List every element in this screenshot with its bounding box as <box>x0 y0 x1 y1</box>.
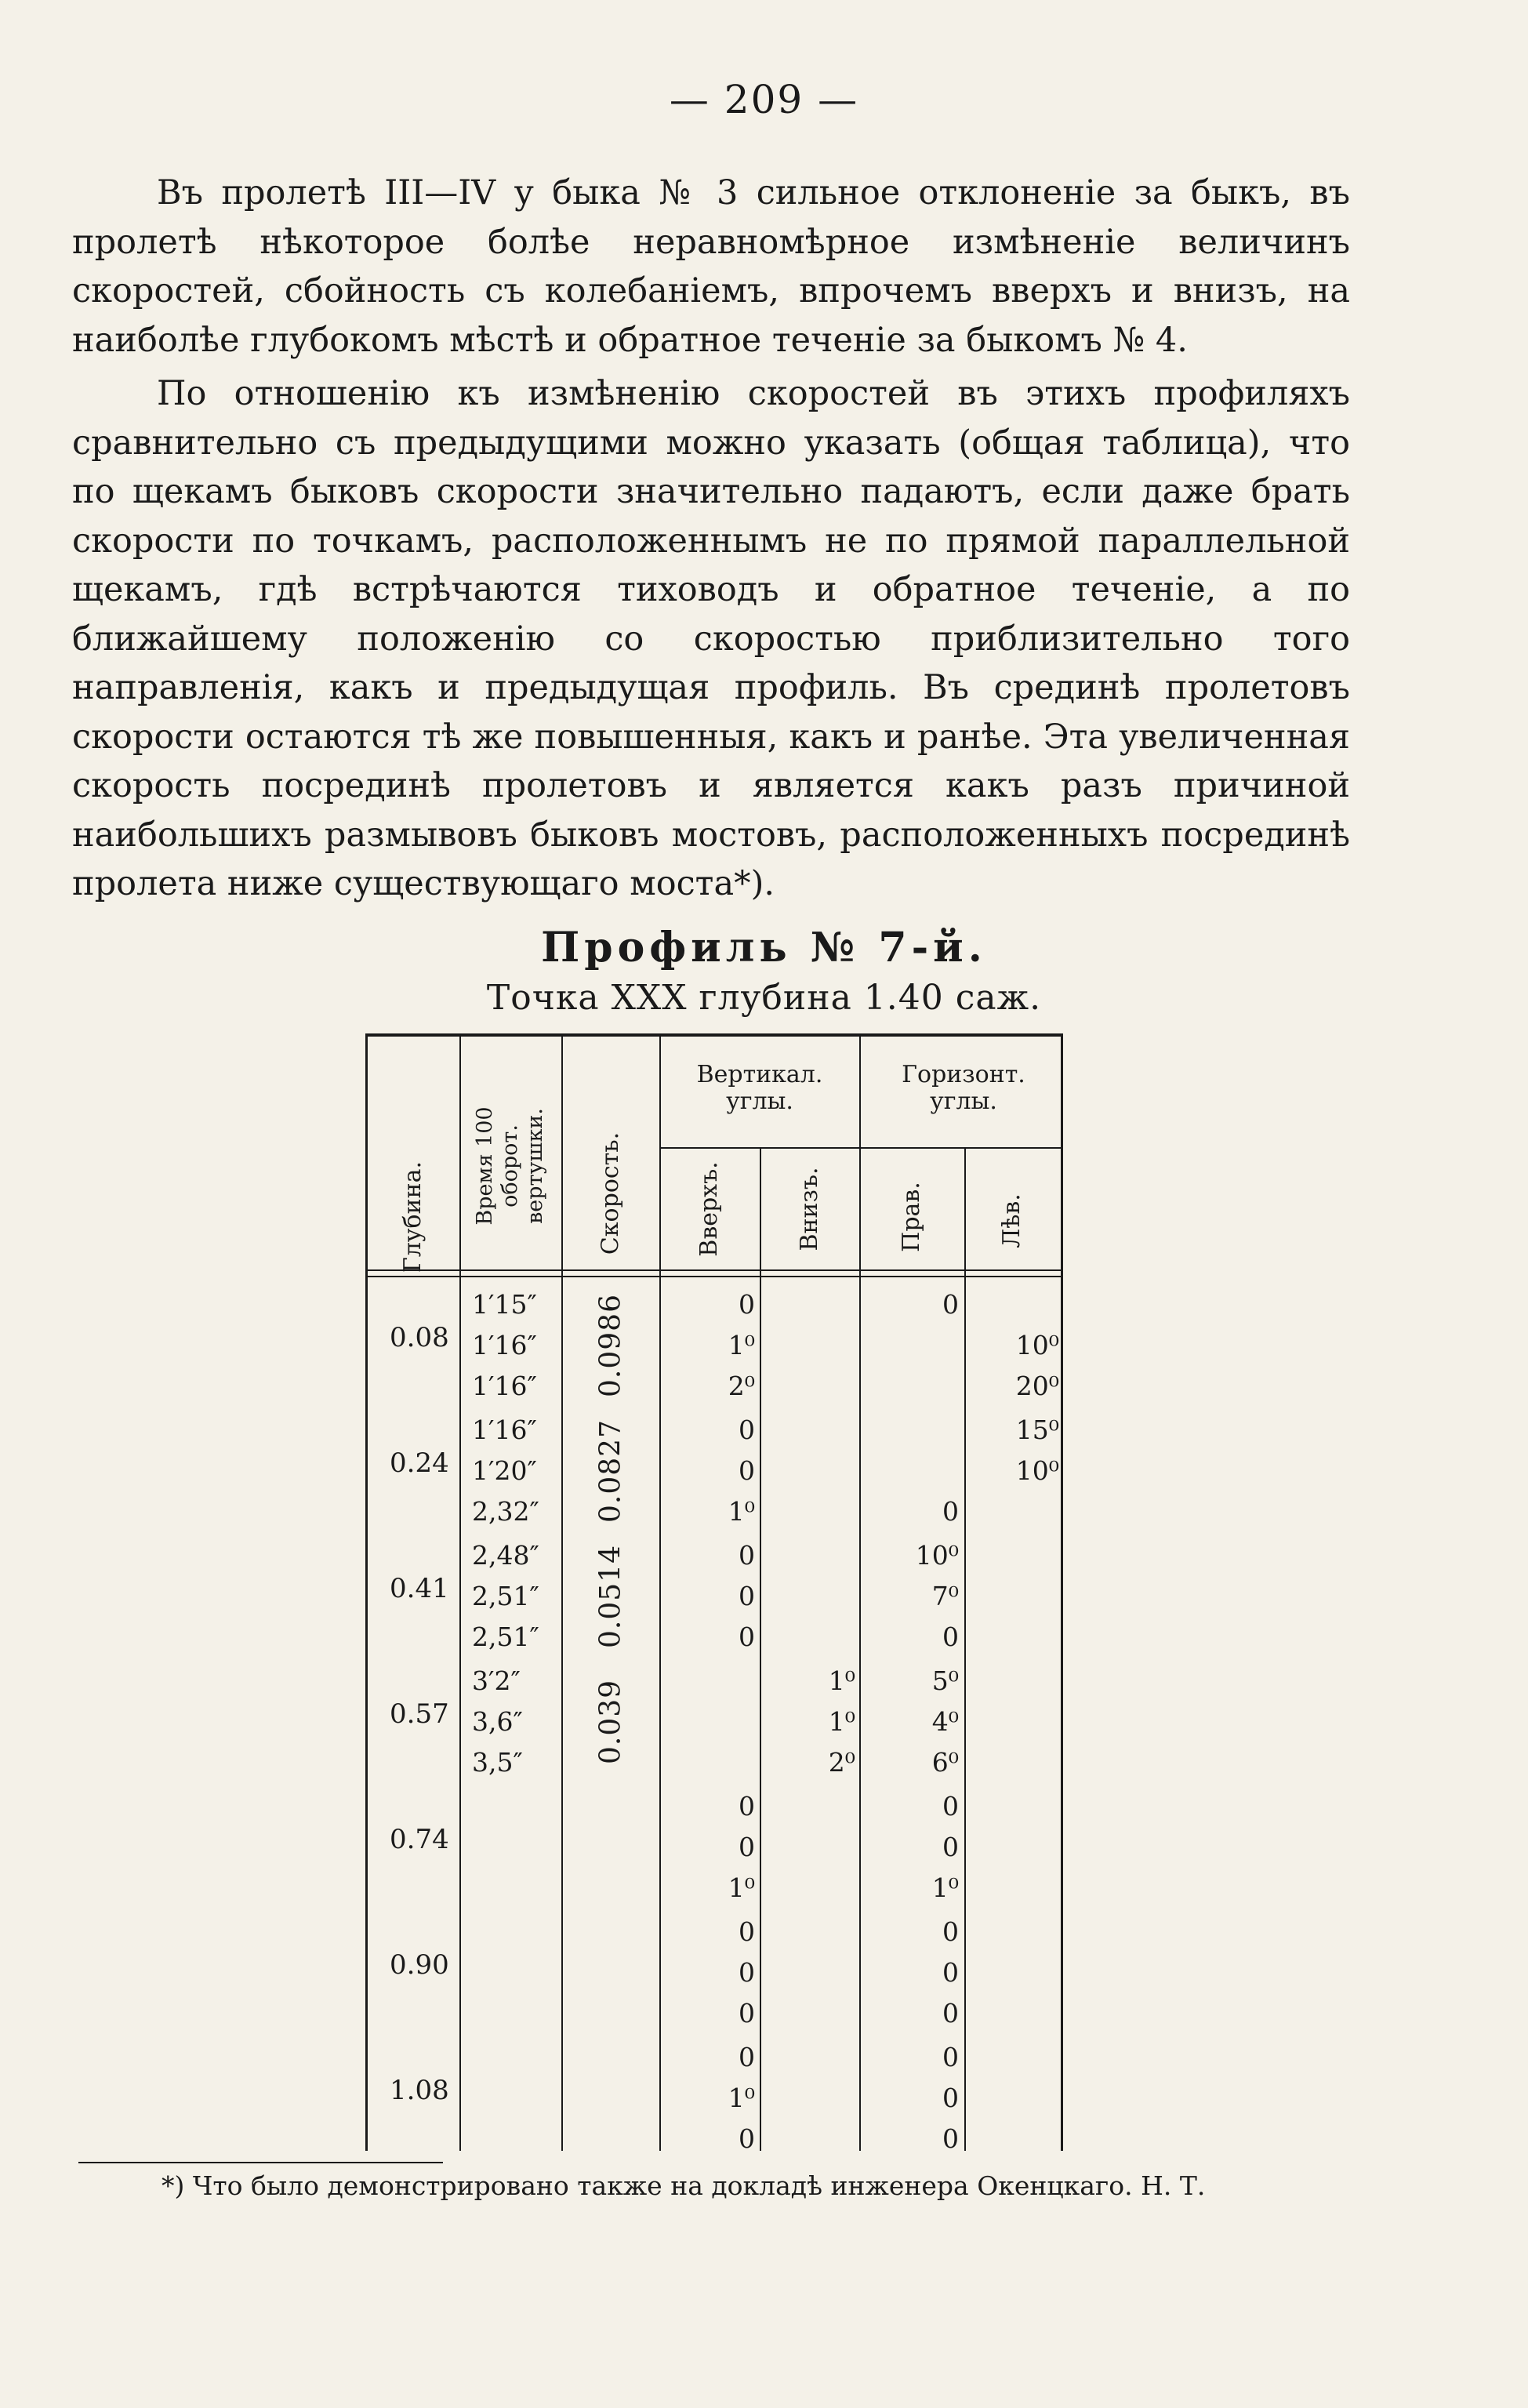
right-value: 0 <box>942 1622 959 1652</box>
up-cell <box>728 1786 755 1909</box>
right-cell <box>942 2037 959 2159</box>
up-cell <box>728 1284 755 1407</box>
depth-cell: 0.08 <box>390 1322 449 1353</box>
right-value: 0 <box>942 1289 959 1320</box>
col-divider <box>859 1037 861 2151</box>
up-value: 0 <box>739 1540 755 1571</box>
right-value: 0 <box>942 2123 959 2154</box>
up-cell <box>728 1410 755 1532</box>
left-value <box>1016 1284 1059 1325</box>
up-cell <box>728 2037 755 2159</box>
right-cell <box>932 1786 959 1909</box>
header-depth: Глубина. <box>399 1160 426 1273</box>
down-value: 1⁰ <box>828 1665 855 1696</box>
header-left: Лѣв. <box>998 1193 1025 1248</box>
speed-cell: 0.0514 <box>594 1545 627 1648</box>
depth-cell: 0.24 <box>390 1447 449 1479</box>
time-value: 1′16″ <box>472 1415 537 1445</box>
header-time-label: Время 100 оборот. вертушки. <box>473 1106 547 1226</box>
header-speed: Скорость. <box>597 1131 624 1255</box>
up-value: 0 <box>739 1455 755 1486</box>
header-vertical-group: Вертикал. углы. <box>696 1061 823 1115</box>
up-value: 0 <box>739 1998 755 2028</box>
up-value: 0 <box>739 1832 755 1862</box>
right-value: 0 <box>942 2083 959 2113</box>
right-value <box>942 1451 959 1491</box>
right-value: 0 <box>942 2042 959 2072</box>
left-cell <box>1016 1410 1059 1532</box>
col-divider <box>760 1149 761 2151</box>
left-value: 15⁰ <box>1015 1415 1059 1445</box>
right-value: 0 <box>942 1998 959 2028</box>
header-bottom-rule <box>368 1269 1061 1271</box>
down-value: 2⁰ <box>828 1747 855 1778</box>
down-cell <box>829 1661 855 1783</box>
right-value: 10⁰ <box>915 1540 959 1571</box>
up-value: 0 <box>739 1957 755 1988</box>
up-value: 1⁰ <box>728 1872 755 1903</box>
right-value: 0 <box>942 1957 959 1988</box>
time-value: 3′2″ <box>472 1665 521 1696</box>
header-down: Внизъ. <box>796 1167 823 1251</box>
up-value: 1⁰ <box>728 1496 755 1527</box>
right-value: 0 <box>942 1832 959 1862</box>
time-value: 1′16″ <box>472 1330 537 1360</box>
table-subtitle: Точка XXX глубина 1.40 саж. <box>486 978 1042 1018</box>
left-value: 20⁰ <box>1015 1371 1059 1401</box>
left-value <box>1016 1491 1059 1532</box>
page-number: — 209 — <box>669 77 859 122</box>
left-value: 10⁰ <box>1015 1330 1059 1360</box>
time-value: 1′20″ <box>472 1455 537 1486</box>
right-value: 0 <box>942 1916 959 1947</box>
footnote-rule <box>78 2162 443 2163</box>
time-value: 3,5″ <box>472 1747 523 1778</box>
time-value: 2,51″ <box>472 1622 539 1652</box>
right-value: 1⁰ <box>931 1872 959 1903</box>
right-cell <box>942 1410 959 1532</box>
header-time <box>473 1068 548 1264</box>
depth-cell: 0.57 <box>390 1698 449 1730</box>
col-divider <box>459 1037 461 2151</box>
left-cell <box>1016 1284 1059 1407</box>
col-divider <box>964 1149 966 2151</box>
up-value: 0 <box>739 2123 755 2154</box>
footnote: *) Что было демонстрировано также на докладѣ инженера Окенцкаго. Н. Т. <box>162 2170 1206 2201</box>
down-value: 1⁰ <box>828 1706 855 1737</box>
right-value: 6⁰ <box>931 1747 959 1778</box>
time-cell <box>472 1661 523 1783</box>
header-horizontal-group: Горизонт. углы. <box>902 1061 1025 1115</box>
up-value: 0 <box>739 1791 755 1821</box>
paragraph-2: По отношенію къ измѣненію скоростей въ этихъ профиляхъ сравнительно съ предыдущими можно указать (общая таблица), что по щекамъ быковъ скорости значительно падаютъ, если даже брать скорости по точкамъ, расположеннымъ не по прямой параллельной щекамъ, гдѣ встрѣчаются тиховодъ и обратное теченіе, а по ближайшему положенію со скоростью приблизительно того направленія, какъ и предыдущая профиль. Въ срединѣ пролетовъ скорости остаются тѣ же повышенныя, какъ и ранѣе. Эта увеличенная скорость посрединѣ пролетовъ и является какъ разъ причиной наибольшихъ размывовъ быковъ мостовъ, расположенныхъ посрединѣ пролета ниже существующаго моста*). <box>72 374 1350 903</box>
paragraph-1: Въ пролетѣ III—IV у быка № 3 сильное отклоненіе за быкъ, въ пролетѣ нѣкоторое болѣе неравномѣрное измѣненіе величинъ скоростей, сбойность съ колебаніемъ, впрочемъ вверхъ и внизъ, на наиболѣе глубокомъ мѣстѣ и обратное теченіе за быкомъ № 4. <box>72 173 1350 360</box>
left-value: 10⁰ <box>1015 1455 1059 1486</box>
right-value <box>942 1366 959 1407</box>
right-cell <box>916 1535 959 1658</box>
body-text <box>72 169 1350 909</box>
time-value: 2,32″ <box>472 1496 539 1527</box>
right-cell <box>942 1912 959 2034</box>
right-value: 0 <box>942 1496 959 1527</box>
col-divider <box>659 1037 661 2151</box>
right-value: 5⁰ <box>931 1665 959 1696</box>
speed-cell: 0.0827 <box>594 1419 627 1523</box>
right-cell <box>942 1284 959 1407</box>
up-value: 1⁰ <box>728 2083 755 2113</box>
table-title: Профиль № 7-й. <box>541 924 987 972</box>
time-value: 2,51″ <box>472 1581 539 1611</box>
up-value: 0 <box>739 1622 755 1652</box>
up-value: 1⁰ <box>728 1330 755 1360</box>
col-divider <box>561 1037 563 2151</box>
up-value: 2⁰ <box>728 1371 755 1401</box>
right-value: 0 <box>942 1791 959 1821</box>
right-value: 4⁰ <box>931 1706 959 1737</box>
subheader-rule <box>659 1147 1061 1149</box>
time-value: 1′15″ <box>472 1289 537 1320</box>
depth-cell: 0.90 <box>390 1949 449 1981</box>
time-value: 2,48″ <box>472 1540 539 1571</box>
right-value: 7⁰ <box>931 1581 959 1611</box>
header-right: Прав. <box>898 1182 925 1252</box>
measurement-table <box>365 1033 1063 2154</box>
header-bottom-rule <box>368 1276 1061 1277</box>
up-value: 0 <box>739 1581 755 1611</box>
right-cell <box>932 1661 959 1783</box>
right-value <box>942 1325 959 1366</box>
time-value: 1′16″ <box>472 1371 537 1401</box>
time-cell <box>472 1535 539 1658</box>
speed-cell: 0.039 <box>594 1679 627 1765</box>
time-value: 3,6″ <box>472 1706 523 1737</box>
time-cell <box>472 1284 537 1407</box>
up-value: 0 <box>739 1289 755 1320</box>
depth-cell: 0.74 <box>390 1824 449 1855</box>
up-value: 0 <box>739 1916 755 1947</box>
up-value: 0 <box>739 2042 755 2072</box>
depth-cell: 1.08 <box>390 2075 449 2106</box>
header-up: Вверхъ. <box>695 1161 723 1257</box>
up-value: 0 <box>739 1415 755 1445</box>
speed-cell: 0.0986 <box>594 1294 627 1397</box>
time-cell <box>472 1410 539 1532</box>
right-value <box>942 1410 959 1451</box>
depth-cell: 0.41 <box>390 1573 449 1604</box>
up-cell <box>739 1535 755 1658</box>
up-cell <box>739 1912 755 2034</box>
